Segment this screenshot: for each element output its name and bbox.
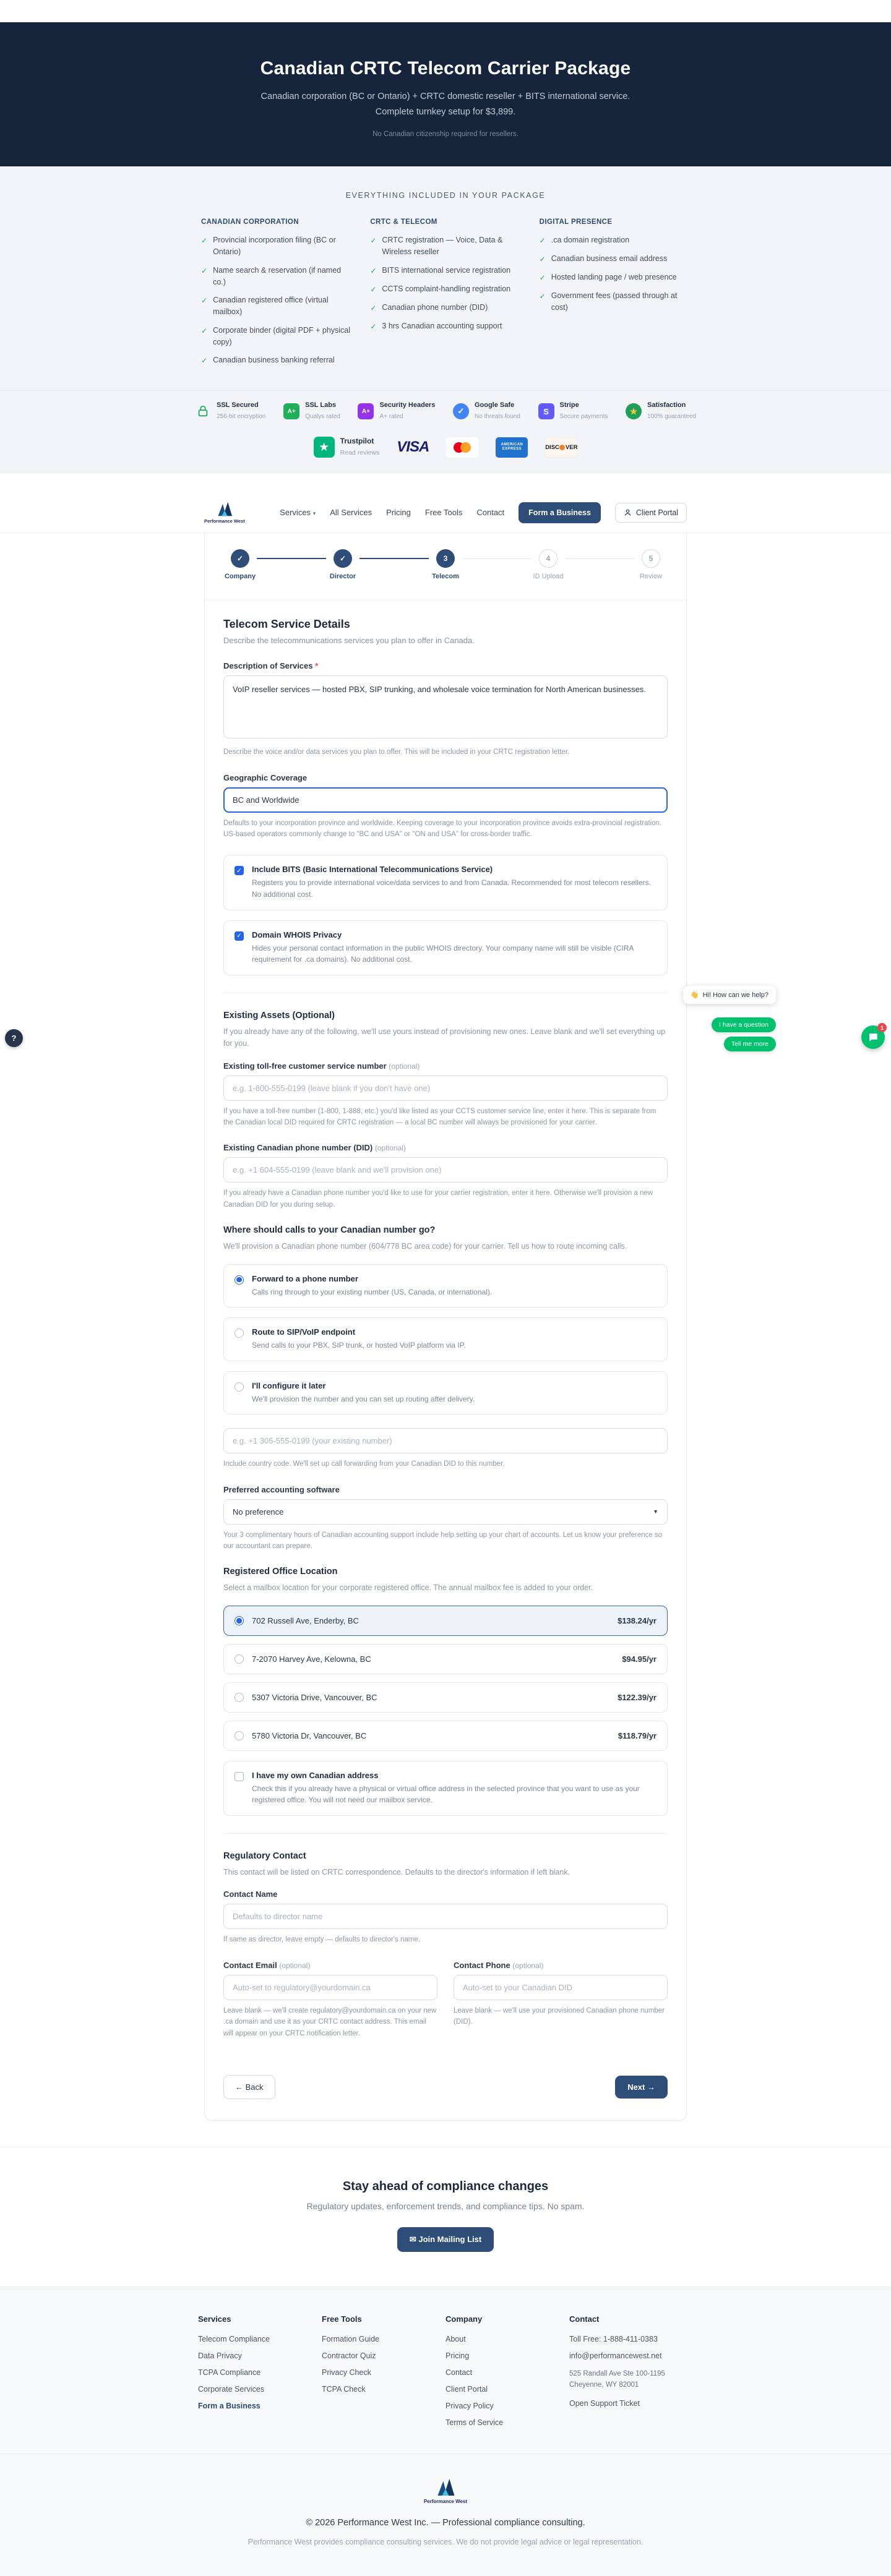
step-connector xyxy=(565,558,634,560)
step-company[interactable] xyxy=(224,549,256,581)
chat-greeting-bubble[interactable] xyxy=(683,986,776,1004)
stripe-icon: S xyxy=(538,403,554,419)
office-price: $118.79/yr xyxy=(618,1731,656,1740)
package-item xyxy=(370,302,520,314)
chevron-down-icon: ▼ xyxy=(653,1508,658,1515)
accounting-label: Preferred accounting software xyxy=(223,1484,340,1494)
tollfree-input[interactable] xyxy=(223,1076,668,1101)
office-price: $94.95/yr xyxy=(622,1654,656,1664)
package-item xyxy=(370,320,520,332)
badge-stripe xyxy=(538,401,608,421)
badge-sub: 100% guaranteed xyxy=(647,413,696,421)
package-heading: EVERYTHING INCLUDED IN YOUR PACKAGE xyxy=(345,191,546,200)
contact-phone-input[interactable] xyxy=(454,1975,668,2000)
package-item xyxy=(540,234,690,246)
package-column-title: DIGITAL PRESENCE xyxy=(539,218,613,226)
bits-addon-card[interactable] xyxy=(223,855,668,910)
office-address: 702 Russell Ave, Enderby, BC xyxy=(252,1615,359,1625)
package-columns xyxy=(201,218,690,390)
footer-column-contact xyxy=(569,2314,693,2435)
badge-title: SSL Secured xyxy=(217,401,259,409)
step-number: 5 xyxy=(642,549,660,568)
package-item xyxy=(201,265,351,288)
tollfree-label: Existing toll-free customer service number (optional) xyxy=(223,1061,420,1071)
step-director[interactable] xyxy=(329,549,356,581)
chat-bubble-icon xyxy=(867,1032,879,1043)
step-connector xyxy=(462,558,532,560)
badge-sub: A+ rated xyxy=(379,413,403,421)
help-button[interactable]: ? xyxy=(5,1029,23,1047)
forward-number-input[interactable] xyxy=(223,1428,668,1453)
footer-disclaimer: Performance West provides compliance consulting services. We do not provide legal advice or legal representation. xyxy=(248,2537,644,2546)
package-item-label: Canadian business email address xyxy=(551,254,668,263)
package-item xyxy=(540,290,690,314)
package-column-title: CRTC & TELECOM xyxy=(370,218,437,226)
package-column-digital xyxy=(540,218,690,373)
contact-name-input[interactable] xyxy=(223,1904,668,1929)
nav-contact[interactable]: Contact xyxy=(476,508,505,518)
nav-all-services[interactable]: All Services xyxy=(330,508,372,518)
payment-trust-strip xyxy=(0,432,891,474)
grade-a-plus-icon: A+ xyxy=(358,403,374,419)
form-a-business-button[interactable]: Form a Business xyxy=(519,502,601,523)
step-label: Director xyxy=(329,573,356,581)
contact-email-help: Leave blank — we'll create regulatory@yourdomain.ca on your new .ca domain and use it as your CRTC contact address. This email will appear on your CRTC notification letter. xyxy=(223,2006,437,2037)
did-input[interactable] xyxy=(223,1157,668,1183)
own-address-card[interactable] xyxy=(223,1761,668,1816)
step-connector xyxy=(257,558,326,559)
existing-assets-heading: Existing Assets (Optional) xyxy=(223,1010,335,1021)
radio-selected-icon[interactable] xyxy=(235,1616,244,1625)
footer-column-title: Services xyxy=(198,2314,231,2324)
footer-brand-name: Performance West xyxy=(423,2498,468,2504)
check-icon: ✓ xyxy=(539,273,546,283)
user-icon xyxy=(624,508,632,516)
package-item-label: Hosted landing page / web presence xyxy=(551,273,677,282)
regulatory-heading: Regulatory Contact xyxy=(223,1851,306,1862)
existing-assets-desc: If you already have any of the following, we'll use yours instead of provisioning new ones. Leave blank and we'll set everything up for you. xyxy=(223,1027,666,1048)
step-number: 4 xyxy=(539,549,557,568)
own-address-desc: Check this if you already have a physical or virtual office address in the selected province that you want to use as your registered office. You will not need our mailbox service. xyxy=(252,1784,640,1805)
contact-email-input[interactable] xyxy=(223,1975,437,2000)
footer-link-formation-guide[interactable]: Formation Guide xyxy=(322,2334,380,2343)
office-address: 7-2070 Harvey Ave, Kelowna, BC xyxy=(252,1654,371,1664)
mountain-logo-icon xyxy=(215,501,234,517)
package-item-label: Canadian phone number (DID) xyxy=(382,302,488,312)
optional-tag: (optional) xyxy=(389,1061,420,1071)
coverage-label: Geographic Coverage xyxy=(223,772,308,782)
step-connector xyxy=(359,558,429,559)
check-icon: ✓ xyxy=(370,322,377,331)
regulatory-desc: This contact will be listed on CRTC correspondence. Defaults to the director's information if left blank. xyxy=(223,1868,570,1877)
badge-sub: Qualys rated xyxy=(305,413,340,421)
package-item-label: CCTS complaint-handling registration xyxy=(382,284,511,293)
package-item xyxy=(540,272,690,283)
accounting-select[interactable] xyxy=(223,1499,668,1525)
footer-column-title: Free Tools xyxy=(322,2314,362,2324)
step-label: Company xyxy=(224,573,256,581)
office-desc: Select a mailbox location for your corporate registered office. The annual mailbox fee is added to your order. xyxy=(223,1583,593,1593)
did-help: If you already have a Canadian phone number you'd like to use for your carrier registration, enter it here. Otherwise we'll provision a new Canadian DID for you during setup. xyxy=(223,1189,653,1209)
tollfree-help: If you have a toll-free number (1-800, 1-888, etc.) you'd like listed as your CCTS customer service line, enter it here. This is separate from the Canadian local DID required for CRTC registration — a local BC number will always be provisioned for your carrier. xyxy=(223,1107,656,1126)
routing-option-title: I'll configure it later xyxy=(252,1380,326,1390)
contact-email-label: Contact Email (optional) xyxy=(223,1960,311,1970)
office-option-vancouver-2[interactable] xyxy=(223,1721,668,1751)
discover-logo: DISC VER xyxy=(545,437,577,458)
routing-heading: Where should calls to your Canadian number go? xyxy=(223,1225,436,1236)
check-icon: ✓ xyxy=(370,266,377,275)
routing-option-sip[interactable] xyxy=(223,1317,668,1361)
check-icon: ✓ xyxy=(539,292,546,301)
office-heading: Registered Office Location xyxy=(223,1567,338,1577)
check-icon: ✓ xyxy=(370,236,377,246)
footer-link-client-portal[interactable]: Client Portal xyxy=(446,2384,488,2394)
package-item-label: Corporate binder (digital PDF + physical copy) xyxy=(213,325,351,346)
whois-addon-title: Domain WHOIS Privacy xyxy=(252,930,342,939)
back-button[interactable]: ← Back xyxy=(223,2075,275,2099)
package-item xyxy=(540,253,690,265)
description-help: Describe the voice and/or data services you plan to offer. This will be included in your CRTC registration letter. xyxy=(223,748,570,756)
package-item-label: CRTC registration — Voice, Data & Wireless reseller xyxy=(382,236,503,257)
footer-link-pricing[interactable]: Pricing xyxy=(446,2351,470,2360)
chat-unread-badge: 1 xyxy=(877,1023,887,1032)
check-icon: ✓ xyxy=(201,236,208,246)
newsletter-title: Stay ahead of compliance changes xyxy=(342,2179,549,2193)
wave-emoji-icon: 👋 xyxy=(690,991,699,999)
package-section xyxy=(0,166,891,390)
navbar xyxy=(0,474,891,533)
form-title: Telecom Service Details xyxy=(223,618,350,631)
newsletter-subtitle: Regulatory updates, enforcement trends, and compliance tips. No spam. xyxy=(306,2201,585,2211)
check-icon: ✓ xyxy=(370,303,377,312)
step-number: 3 xyxy=(436,549,455,568)
nav-services-menu[interactable]: Services ▾ xyxy=(280,508,316,518)
footer-email-link[interactable]: info@performancewest.net xyxy=(569,2351,662,2360)
chat-launcher-button[interactable] xyxy=(861,1025,885,1049)
radio-icon[interactable] xyxy=(235,1654,244,1664)
badge-title: Security Headers xyxy=(379,401,436,409)
trustpilot-title: Trustpilot xyxy=(340,437,374,446)
check-icon: ✓ xyxy=(201,326,208,335)
badge-title: SSL Labs xyxy=(305,401,337,409)
chevron-down-icon: ▾ xyxy=(312,510,316,517)
wizard-stepper xyxy=(205,533,686,601)
badge-title: Stripe xyxy=(559,401,579,409)
lock-icon xyxy=(195,403,211,419)
chat-greeting-text: Hi! How can we help? xyxy=(702,991,768,999)
footer-column-services xyxy=(198,2314,322,2435)
badge-sub: No threats found xyxy=(474,413,520,421)
client-portal-label: Client Portal xyxy=(635,508,678,517)
footer xyxy=(0,2287,891,2576)
footer-address: 525 Randall Ave Ste 100-1195 Cheyenne, WY 82001 xyxy=(569,2369,665,2389)
routing-option-forward[interactable] xyxy=(223,1264,668,1308)
office-price: $138.24/yr xyxy=(618,1615,656,1625)
amex-logo: AMERICAN EXPRESS xyxy=(496,437,528,458)
footer-link-privacy-check[interactable]: Privacy Check xyxy=(322,2368,371,2377)
checkbox-unchecked-icon[interactable] xyxy=(235,1772,244,1781)
footer-copyright: © 2026 Performance West Inc. — Professional compliance consulting. xyxy=(306,2517,585,2528)
section-divider xyxy=(223,1833,668,1834)
accounting-help: Your 3 complimentary hours of Canadian accounting support include help setting up your chart of accounts. Let us know your preference so our accountant can prepare. xyxy=(223,1531,663,1551)
footer-column-title: Company xyxy=(446,2314,483,2324)
radio-icon[interactable] xyxy=(235,1731,244,1740)
accounting-selected-value: No preference xyxy=(233,1507,284,1517)
step-label: Telecom xyxy=(432,573,459,581)
page-title: Canadian CRTC Telecom Carrier Package xyxy=(260,58,631,79)
package-item-label: Provincial incorporation filing (BC or Ontario) xyxy=(213,236,336,257)
package-item xyxy=(370,283,520,295)
top-strip xyxy=(0,0,891,22)
routing-option-title: Route to SIP/VoIP endpoint xyxy=(252,1327,356,1337)
hero-note: No Canadian citizenship required for resellers. xyxy=(372,131,519,139)
footer-column-title: Contact xyxy=(569,2314,600,2324)
trustpilot-badge[interactable] xyxy=(314,437,380,458)
badge-ssl-secured xyxy=(195,401,266,421)
routing-option-desc: We'll provision the number and you can set up routing after delivery. xyxy=(252,1394,475,1403)
did-label: Existing Canadian phone number (DID) (optional) xyxy=(223,1143,406,1153)
footer-phone-link[interactable]: Toll Free: 1-888-411-0383 xyxy=(569,2334,658,2343)
office-option-kelowna[interactable] xyxy=(223,1644,668,1674)
routing-desc: We'll provision a Canadian phone number (604/778 BC area code) for your carrier. Tell us how to route incoming calls. xyxy=(223,1242,627,1251)
step-id-upload[interactable] xyxy=(533,549,564,581)
brand-name: Performance West xyxy=(204,518,245,524)
newsletter-section xyxy=(0,2147,891,2287)
package-item xyxy=(370,265,520,276)
footer-link-corporate-services[interactable]: Corporate Services xyxy=(198,2384,264,2394)
office-option-enderby[interactable] xyxy=(223,1606,668,1636)
package-item-label: Name search & reservation (if named co.) xyxy=(213,265,342,286)
description-textarea[interactable] xyxy=(223,675,668,738)
check-icon: ✓ xyxy=(201,356,208,366)
package-item xyxy=(201,234,351,258)
radio-selected-icon[interactable] xyxy=(235,1275,244,1285)
office-address: 5780 Victoria Dr, Vancouver, BC xyxy=(252,1731,367,1740)
office-option-vancouver-1[interactable] xyxy=(223,1682,668,1713)
check-icon: ✓ xyxy=(370,285,377,294)
radio-icon[interactable] xyxy=(235,1329,244,1338)
footer-link-tcpa-compliance[interactable]: TCPA Compliance xyxy=(198,2368,261,2377)
checkbox-checked-icon[interactable]: ✓ xyxy=(235,866,244,875)
visa-logo: VISA xyxy=(397,439,429,456)
footer-brand-logo xyxy=(0,2478,891,2504)
form-subtitle: Describe the telecommunications services you plan to offer in Canada. xyxy=(223,636,475,646)
footer-link-contact[interactable]: Contact xyxy=(446,2368,473,2377)
description-label: Description of Services * xyxy=(223,661,319,671)
forward-number-help: Include country code. We'll set up call forwarding from your Canadian DID to this number. xyxy=(223,1460,505,1468)
trustpilot-star-icon: ★ xyxy=(314,437,335,458)
badge-security-headers xyxy=(358,401,435,421)
footer-link-data-privacy[interactable]: Data Privacy xyxy=(198,2351,242,2360)
radio-icon[interactable] xyxy=(235,1382,244,1392)
coverage-input[interactable] xyxy=(223,787,668,813)
badge-title: Satisfaction xyxy=(647,401,686,409)
badge-title: Google Safe xyxy=(474,401,515,409)
package-column-corporation xyxy=(201,218,351,373)
shield-check-icon: ✓ xyxy=(453,403,469,419)
hero-banner xyxy=(0,22,891,166)
contact-phone-help: Leave blank — we'll use your provisioned Canadian phone number (DID). xyxy=(454,2006,665,2026)
office-price: $122.39/yr xyxy=(618,1692,656,1702)
badge-satisfaction xyxy=(626,401,696,421)
package-item xyxy=(201,294,351,318)
footer-column-free-tools xyxy=(322,2314,446,2435)
checkbox-checked-icon[interactable]: ✓ xyxy=(235,931,244,941)
wizard-card xyxy=(204,533,687,2121)
step-label: ID Upload xyxy=(533,573,564,581)
check-icon: ✓ xyxy=(539,236,546,246)
required-asterisk: * xyxy=(315,661,319,671)
check-icon: ✓ xyxy=(201,296,208,306)
package-item-label: 3 hrs Canadian accounting support xyxy=(382,321,502,330)
step-review[interactable] xyxy=(639,549,663,581)
badge-ssl-labs xyxy=(283,401,340,421)
footer-link-terms[interactable]: Terms of Service xyxy=(446,2418,504,2427)
chat-more-button[interactable]: Tell me more xyxy=(724,1037,776,1051)
routing-option-later[interactable] xyxy=(223,1371,668,1415)
coverage-help: Defaults to your incorporation province and worldwide. Keeping coverage to your incorporation province avoids extra-provincial registration. US-based operators commonly change to "BC and USA" or "ON and USA" for cross-border traffic. xyxy=(223,819,662,839)
badge-google-safe xyxy=(453,401,520,421)
brand-logo[interactable] xyxy=(204,501,245,524)
badge-sub: 256-bit encryption xyxy=(217,413,266,421)
package-column-telecom xyxy=(370,218,520,373)
step-telecom[interactable] xyxy=(432,549,459,581)
trustpilot-link[interactable]: Read reviews xyxy=(340,449,380,457)
security-badges-strip xyxy=(0,390,891,432)
optional-tag: (optional) xyxy=(512,1961,544,1970)
whois-addon-desc: Hides your personal contact information in the public WHOIS directory. Your company name will still be visible (CIRA requirement for .ca domains). No additional cost. xyxy=(252,943,634,964)
package-item-label: Government fees (passed through at cost) xyxy=(551,291,678,312)
arrow-left-icon: ← xyxy=(235,2082,243,2092)
envelope-icon: ✉ xyxy=(409,2234,416,2244)
join-mailing-list-button[interactable]: ✉ Join Mailing List xyxy=(397,2227,494,2252)
contact-name-label: Contact Name xyxy=(223,1889,278,1899)
check-icon: ✓ xyxy=(539,255,546,264)
step-label: Review xyxy=(639,573,663,581)
client-portal-button[interactable] xyxy=(615,503,687,523)
bits-addon-desc: Registers you to provide international voice/data services to and from Canada. Recommended for most telecom resellers. No additional cost. xyxy=(252,878,651,899)
own-address-title: I have my own Canadian address xyxy=(252,1770,379,1780)
badge-sub: Secure payments xyxy=(559,413,608,421)
footer-column-company xyxy=(446,2314,569,2435)
package-item xyxy=(370,234,520,258)
nav-free-tools[interactable]: Free Tools xyxy=(424,508,463,518)
package-item xyxy=(201,325,351,348)
office-address: 5307 Victoria Drive, Vancouver, BC xyxy=(252,1692,377,1702)
radio-icon[interactable] xyxy=(235,1693,244,1702)
footer-link-telecom-compliance[interactable]: Telecom Compliance xyxy=(198,2334,270,2343)
grade-a-plus-icon: A+ xyxy=(283,403,299,419)
footer-link-privacy-policy[interactable]: Privacy Policy xyxy=(446,2401,494,2410)
footer-link-form-a-business[interactable]: Form a Business xyxy=(198,2401,260,2410)
package-item xyxy=(201,354,351,366)
step-check-icon: ✓ xyxy=(334,549,352,568)
whois-addon-card[interactable] xyxy=(223,920,668,975)
check-icon: ✓ xyxy=(201,266,208,275)
footer-link-contractor-quiz[interactable]: Contractor Quiz xyxy=(322,2351,376,2360)
footer-link-about[interactable]: About xyxy=(446,2334,466,2343)
package-column-title: CANADIAN CORPORATION xyxy=(201,218,299,226)
footer-support-ticket-link[interactable]: Open Support Ticket xyxy=(569,2398,640,2408)
footer-link-tcpa-check[interactable]: TCPA Check xyxy=(322,2384,366,2394)
mastercard-logo xyxy=(446,437,478,458)
contact-name-help: If same as director, leave empty — defaults to director's name. xyxy=(223,1936,420,1944)
contact-phone-label: Contact Phone (optional) xyxy=(454,1960,544,1970)
mountain-logo-icon xyxy=(434,2478,457,2497)
hero-subtitle: Canadian corporation (BC or Ontario) + CRTC domestic reseller + BITS international service. Complete turnkey setup for $3,899. xyxy=(260,92,631,117)
optional-tag: (optional) xyxy=(374,1144,406,1153)
routing-option-title: Forward to a phone number xyxy=(252,1273,358,1283)
optional-tag: (optional) xyxy=(279,1961,311,1970)
discover-dot-icon xyxy=(559,445,565,450)
routing-option-desc: Calls ring through to your existing number (US, Canada, or international). xyxy=(252,1287,493,1296)
star-icon: ★ xyxy=(626,403,642,419)
package-item-label: BITS international service registration xyxy=(382,265,511,275)
bits-addon-title: Include BITS (Basic International Telecommunications Service) xyxy=(252,865,493,875)
arrow-right-icon: → xyxy=(647,2082,655,2092)
package-item-label: Canadian registered office (virtual mailbox) xyxy=(213,296,329,317)
chat-question-button[interactable]: I have a question xyxy=(712,1017,776,1032)
package-item-label: .ca domain registration xyxy=(551,236,630,245)
routing-option-desc: Send calls to your PBX, SIP trunk, or hosted VoIP platform via IP. xyxy=(252,1341,466,1350)
package-item-label: Canadian business banking referral xyxy=(213,356,335,365)
step-check-icon: ✓ xyxy=(231,549,249,568)
nav-pricing[interactable]: Pricing xyxy=(386,508,411,518)
next-button[interactable]: Next → xyxy=(615,2076,668,2099)
